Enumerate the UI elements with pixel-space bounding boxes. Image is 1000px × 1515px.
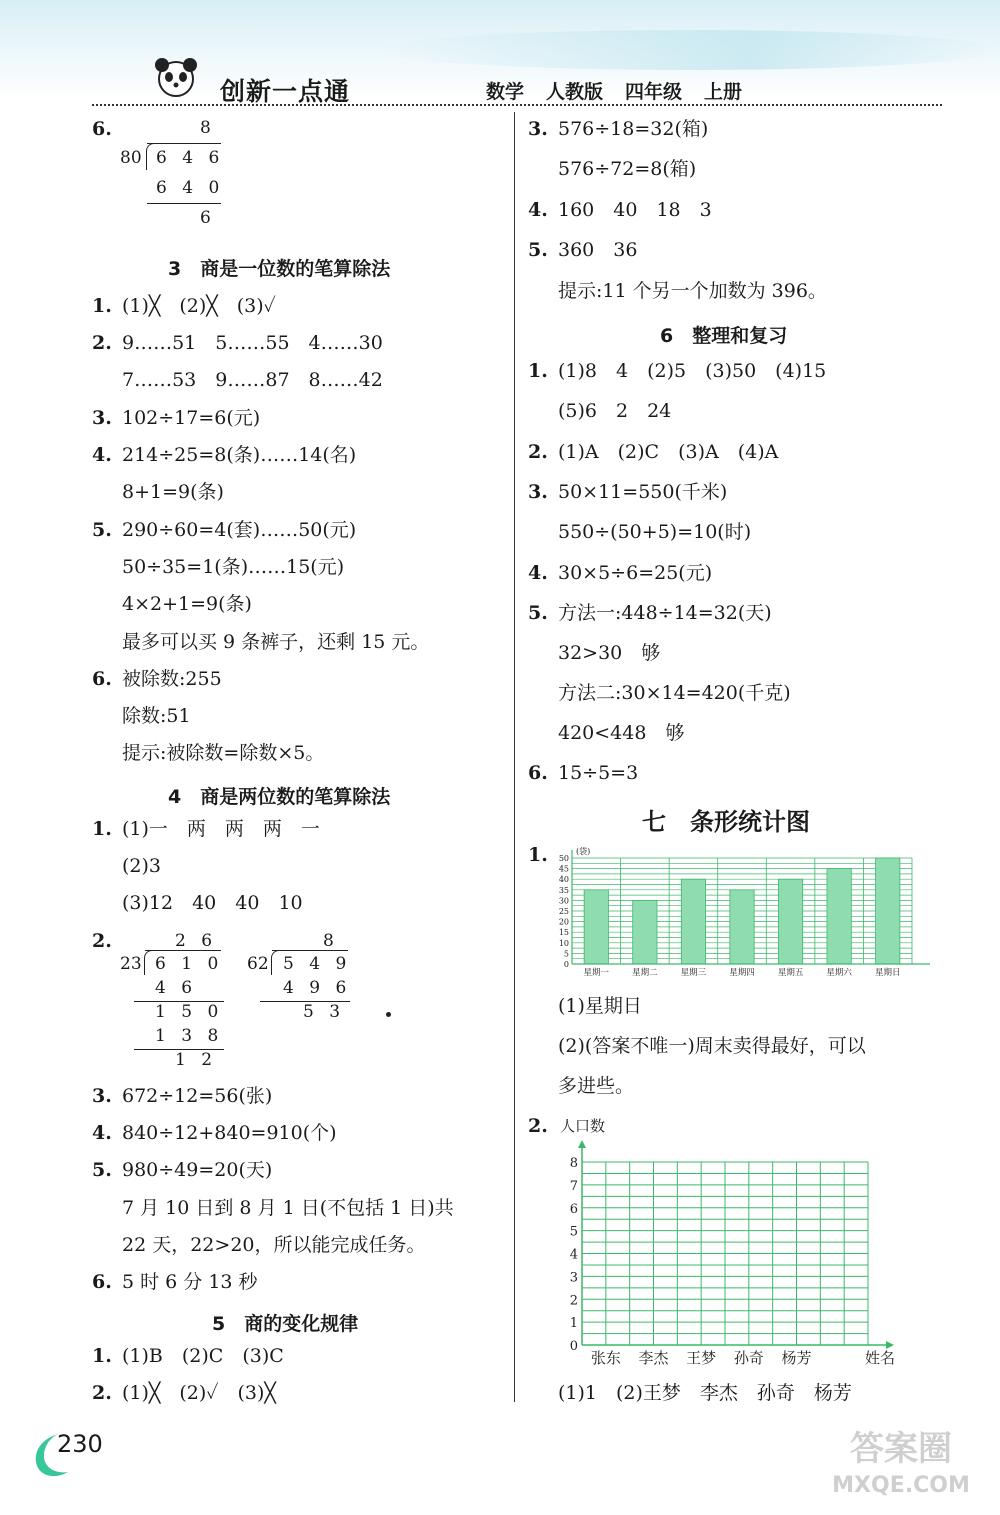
q-number: 5. xyxy=(92,1159,112,1181)
answer-text: 840÷12+840=910(个) xyxy=(122,1122,337,1144)
q-number: 2. xyxy=(92,930,112,952)
answer-text: 672÷12=56(张) xyxy=(122,1085,273,1107)
x-tick-label: 孙奇 xyxy=(733,1349,764,1367)
division-divisor: 23 xyxy=(120,954,142,974)
y-axis-arrow xyxy=(578,1140,586,1148)
x-tick-label: 王梦 xyxy=(686,1349,717,1367)
x-tick-label: 李杰 xyxy=(638,1349,669,1367)
answer-text: 50×11=550(千米) xyxy=(558,481,728,503)
volume: 上册 xyxy=(704,81,743,103)
answer-text: (3)12 40 40 10 xyxy=(122,892,303,914)
division-bracket xyxy=(146,143,155,170)
answer-text: 提示:被除数=除数×5。 xyxy=(122,742,325,764)
division-dividend: 6 1 0 xyxy=(155,954,224,974)
y-tick-label: 30 xyxy=(558,896,569,906)
stray-dot xyxy=(386,1012,391,1017)
x-tick-label: 星期日 xyxy=(874,968,901,978)
division-remainder: 6 xyxy=(200,208,216,228)
x-tick-label: 张东 xyxy=(590,1349,621,1367)
answer-text: 7……53 9……87 8……42 xyxy=(122,369,383,391)
answer-text: 最多可以买 9 条裤子，还剩 15 元。 xyxy=(122,631,430,653)
y-tick-label: 8 xyxy=(569,1156,578,1171)
answer-text: 4×2+1=9(条) xyxy=(122,593,252,615)
q-number: 5. xyxy=(528,602,548,624)
y-tick-label: 5 xyxy=(569,1224,578,1240)
answer-text: 9……51 5……55 4……30 xyxy=(122,332,383,354)
division-line xyxy=(272,950,348,951)
y-tick-label: 5 xyxy=(563,949,569,959)
bar xyxy=(778,879,802,964)
q-number: 3. xyxy=(92,407,112,429)
answer-text: 102÷17=6(元) xyxy=(122,407,261,429)
panda-logo-icon xyxy=(148,55,204,99)
svg-text:答案圈: 答案圈 xyxy=(850,1429,952,1469)
q-number: 6. xyxy=(92,1271,112,1293)
page-number: 230 xyxy=(57,1430,103,1458)
x-tick-label: 星期二 xyxy=(632,968,658,978)
y-tick-label: 45 xyxy=(558,864,569,874)
book-info xyxy=(486,77,764,104)
division-divisor: 80 xyxy=(120,148,142,168)
division-remainder: 5 3 xyxy=(303,1002,346,1022)
q-number: 4. xyxy=(528,562,548,584)
q-number: 3. xyxy=(92,1085,112,1107)
answer-text: 550÷(50+5)=10(时) xyxy=(558,521,752,543)
division-product: 6 4 0 xyxy=(156,178,225,198)
answer-text: (1)星期日 xyxy=(558,995,642,1017)
column-divider xyxy=(514,112,515,1402)
y-tick-label: 1 xyxy=(569,1316,578,1332)
q-number: 5. xyxy=(92,519,112,541)
y-tick-label: 6 xyxy=(569,1201,578,1217)
answer-text: 15÷5=3 xyxy=(558,762,639,784)
y-tick-label: 0 xyxy=(563,960,569,969)
y-tick-label: 2 xyxy=(569,1293,578,1309)
x-tick-label: 星期五 xyxy=(777,968,804,978)
answer-text: 980÷49=20(天) xyxy=(122,1159,273,1181)
division-quotient: 2 6 xyxy=(175,931,218,951)
q-number: 6. xyxy=(92,668,112,690)
division-partial: 1 5 0 xyxy=(155,1002,224,1022)
division-product: 4 9 6 xyxy=(283,978,352,998)
bar-chart-population xyxy=(550,1110,910,1375)
q-number: 3. xyxy=(528,118,548,140)
q-number: 3. xyxy=(528,481,548,503)
answer-text: 5 时 6 分 13 秒 xyxy=(122,1271,258,1293)
answer-text: 除数:51 xyxy=(122,705,191,727)
answer-text: 360 36 xyxy=(558,239,638,261)
subject: 数学 xyxy=(486,81,525,103)
answer-text: 8+1=9(条) xyxy=(122,481,224,503)
answer-text: 30×5÷6=25(元) xyxy=(558,562,713,584)
bar xyxy=(730,890,754,964)
q-number: 6. xyxy=(92,118,112,140)
q-number: 2. xyxy=(528,1115,548,1137)
y-tick-label: 0 xyxy=(569,1339,578,1354)
bar xyxy=(876,858,900,964)
answer-text: 214÷25=8(条)……14(名) xyxy=(122,444,357,466)
svg-text:MXQE.COM: MXQE.COM xyxy=(832,1473,970,1498)
division-dividend: 6 4 6 xyxy=(156,148,225,168)
answer-text: (1)A (2)C (3)A (4)A xyxy=(558,441,779,463)
division-bracket xyxy=(144,950,153,975)
edition: 人教版 xyxy=(546,81,604,103)
q-number: 1. xyxy=(528,360,548,382)
y-tick-label: 40 xyxy=(558,875,569,885)
section-title: 3 商是一位数的笔算除法 xyxy=(168,258,391,280)
q-number: 1. xyxy=(92,818,112,840)
watermark-logo xyxy=(816,1418,986,1500)
answer-text: 7 月 10 日到 8 月 1 日(不包括 1 日)共 xyxy=(122,1197,454,1219)
q-number: 4. xyxy=(92,1122,112,1144)
q-number: 2. xyxy=(92,332,112,354)
y-tick-label: 7 xyxy=(569,1178,578,1194)
answer-text: (1)╳ (2)╳ (3)✓ xyxy=(122,295,276,317)
section-title: 5 商的变化规律 xyxy=(212,1313,359,1335)
answer-text: (2)(答案不唯一)周末卖得最好，可以 xyxy=(558,1035,866,1057)
bar-chart-sales xyxy=(550,840,935,980)
answer-text: 160 40 18 3 xyxy=(558,199,712,221)
q-number: 5. xyxy=(528,239,548,261)
x-tick-label: 杨芳 xyxy=(781,1349,812,1367)
y-tick-label: 4 xyxy=(569,1247,578,1263)
bar xyxy=(681,879,705,964)
y-tick-label: 35 xyxy=(558,885,569,895)
answer-text: (1)一 两 两 两 一 xyxy=(122,818,320,840)
answer-text: (2)3 xyxy=(122,855,162,877)
division-line xyxy=(145,950,221,951)
division-divisor: 62 xyxy=(247,954,269,974)
x-axis-arrow xyxy=(886,1341,894,1349)
chapter-title: 七 条形统计图 xyxy=(642,808,810,836)
q-number: 2. xyxy=(92,1382,112,1404)
y-tick-label: 50 xyxy=(558,854,569,863)
division-remainder: 1 2 xyxy=(175,1050,218,1070)
division-quotient: 8 xyxy=(323,931,339,951)
division-line xyxy=(147,143,221,144)
answer-text: 290÷60=4(套)……50(元) xyxy=(122,519,357,541)
y-axis-label: (袋) xyxy=(576,847,591,856)
answer-text: 被除数:255 xyxy=(122,668,222,690)
answer-text: (1)1 (2)王梦 李杰 孙奇 杨芳 xyxy=(558,1382,852,1404)
y-tick-label: 20 xyxy=(558,917,569,927)
header-divider xyxy=(92,104,942,106)
q-number: 1. xyxy=(92,295,112,317)
answer-text: 方法一:448÷14=32(天) xyxy=(558,602,772,624)
y-tick-label: 3 xyxy=(569,1270,578,1286)
q-number: 6. xyxy=(528,762,548,784)
answer-text: 576÷18=32(箱) xyxy=(558,118,709,140)
grade: 四年级 xyxy=(625,81,683,103)
answer-text: 方法二:30×14=420(千克) xyxy=(558,682,791,704)
q-number: 2. xyxy=(528,441,548,463)
answer-text: (1)╳ (2)✓ (3)╳ xyxy=(122,1382,276,1404)
y-tick-label: 10 xyxy=(558,938,569,948)
q-number: 4. xyxy=(92,444,112,466)
answer-text: 576÷72=8(箱) xyxy=(558,158,697,180)
y-tick-label: 25 xyxy=(558,907,569,916)
y-tick-label: 15 xyxy=(558,928,569,938)
answer-text: 22 天，22>20，所以能完成任务。 xyxy=(122,1234,426,1256)
q-number: 1. xyxy=(92,1345,112,1367)
answer-text: 420<448 够 xyxy=(558,722,685,744)
answer-text: 32>30 够 xyxy=(558,642,661,664)
answer-text: 提示:11 个另一个加数为 396。 xyxy=(558,280,827,302)
bar xyxy=(633,900,657,964)
x-tick-label: 星期四 xyxy=(729,968,755,978)
answer-text: 多进些。 xyxy=(558,1075,635,1097)
section-title: 4 商是两位数的笔算除法 xyxy=(168,786,391,808)
brand-title: 创新一点通 xyxy=(220,77,351,106)
division-product: 4 6 xyxy=(155,978,198,998)
y-axis-label: 人口数 xyxy=(560,1117,606,1135)
division-product: 1 3 8 xyxy=(155,1026,224,1046)
q-number: 4. xyxy=(528,199,548,221)
answer-text: 50÷35=1(条)……15(元) xyxy=(122,556,345,578)
answer-text: (1)B (2)C (3)C xyxy=(122,1345,284,1367)
x-tick-label: 星期六 xyxy=(826,968,852,978)
division-quotient: 8 xyxy=(200,118,216,138)
answer-text: (1)8 4 (2)5 (3)50 (4)15 xyxy=(558,360,827,382)
division-line xyxy=(147,203,221,204)
x-tick-label: 星期一 xyxy=(583,968,610,978)
division-dividend: 5 4 9 xyxy=(283,954,352,974)
bar xyxy=(584,890,608,964)
x-axis-label: 姓名 xyxy=(864,1349,896,1367)
division-bracket xyxy=(271,950,280,975)
x-tick-label: 星期三 xyxy=(680,968,707,978)
answer-text: (5)6 2 24 xyxy=(558,400,672,422)
q-number: 1. xyxy=(528,844,548,866)
bar xyxy=(827,869,851,964)
section-title: 6 整理和复习 xyxy=(660,325,788,347)
